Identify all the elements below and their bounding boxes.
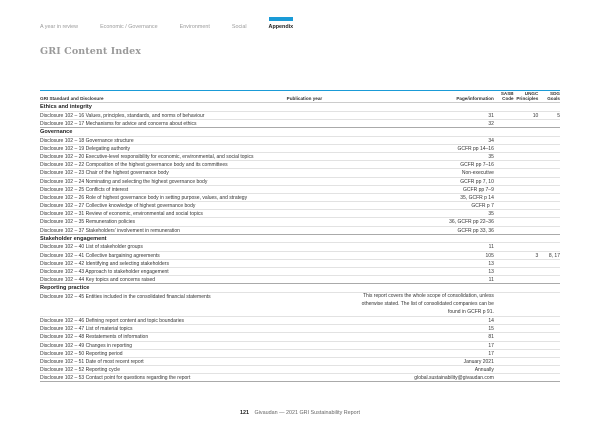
- year-cell: [287, 325, 361, 332]
- ungc-cell: [514, 145, 539, 152]
- page-info-cell: 14: [488, 317, 494, 324]
- sdg-cell: [538, 145, 560, 152]
- page-info-cell: GCFR pp 7–16: [460, 162, 494, 169]
- ungc-cell: [514, 366, 539, 373]
- year-cell: [287, 374, 361, 381]
- page-info-cell: GCFR pp 33, 36: [457, 227, 494, 234]
- disclosure-cell: Disclosure 102 – 49 Changes in reporting: [40, 342, 132, 349]
- sdg-cell: [538, 218, 560, 225]
- ungc-cell: [514, 153, 539, 160]
- sdg-cell: [538, 202, 560, 209]
- nav-tab-economic-governance[interactable]: Economic / Governance: [100, 24, 158, 30]
- page-info-cell: 35: [488, 211, 494, 218]
- table-row: [40, 209, 560, 217]
- table-row: [40, 160, 560, 168]
- ungc-cell: [514, 137, 539, 144]
- table-row: [40, 357, 560, 365]
- sasb-cell: [494, 161, 514, 168]
- sdg-cell: [538, 120, 560, 127]
- year-cell: [287, 120, 361, 127]
- table-row: [40, 267, 560, 275]
- header-ungc-line2: Principles: [516, 96, 539, 101]
- sdg-cell: [538, 227, 560, 234]
- ungc-cell: [514, 350, 539, 357]
- ungc-cell: [514, 218, 539, 225]
- disclosure-cell: Disclosure 102 – 16 Values, principles, standards, and norms of behaviour: [40, 112, 205, 119]
- header-page: Page/information: [456, 96, 494, 101]
- ungc-cell: [514, 210, 539, 217]
- page-info-cell: GCFR pp 7, 10: [460, 178, 494, 185]
- sasb-cell: [494, 218, 514, 225]
- sdg-cell: [538, 317, 560, 324]
- sasb-cell: [494, 194, 514, 201]
- page-info-cell: 15: [488, 326, 494, 333]
- year-cell: [287, 358, 361, 365]
- page-info-cell: 11: [488, 244, 494, 251]
- table-row: [40, 292, 560, 316]
- disclosure-cell: Disclosure 102 – 48 Restatements of information: [40, 334, 149, 341]
- page-number: 121: [240, 410, 249, 416]
- page-info-cell: GCFR pp 7–9: [463, 186, 494, 193]
- ungc-cell: [514, 202, 539, 209]
- page-info-cell: 35: [488, 153, 494, 160]
- year-cell: [287, 243, 361, 250]
- sdg-cell: [538, 350, 560, 357]
- ungc-cell: 3: [535, 252, 539, 259]
- footer-text: Givaudan — 2021 GRI Sustainability Report: [254, 410, 360, 416]
- sasb-cell: [494, 178, 514, 185]
- header-year: Publication year: [286, 96, 323, 101]
- sasb-cell: [494, 374, 514, 381]
- year-cell: [287, 178, 361, 185]
- sdg-cell: [538, 153, 560, 160]
- disclosure-cell: Disclosure 102 – 41 Collective bargaining agreements: [40, 252, 160, 259]
- ungc-cell: [514, 194, 539, 201]
- section-heading: Ethics and integrity: [40, 102, 560, 111]
- disclosure-cell: Disclosure 102 – 40 List of stakeholder groups: [40, 244, 143, 251]
- sdg-cell: [538, 169, 560, 176]
- sasb-cell: [494, 243, 514, 250]
- table-row: [40, 185, 560, 193]
- sasb-cell: [494, 153, 514, 160]
- page-info-cell: 32: [488, 120, 494, 127]
- sasb-cell: [494, 112, 514, 119]
- sdg-cell: 5: [557, 112, 560, 119]
- year-cell: [287, 342, 361, 349]
- page-info-cell: 81: [488, 334, 494, 341]
- sdg-cell: [538, 186, 560, 193]
- disclosure-cell: Disclosure 102 – 35 Remuneration policies: [40, 219, 136, 226]
- table-row: [40, 144, 560, 152]
- disclosure-cell: Disclosure 102 – 44 Key topics and concerns raised: [40, 277, 156, 284]
- page-info-cell: 11: [488, 277, 494, 284]
- nav-tab-a-year-in-review[interactable]: A year in review: [40, 24, 79, 30]
- sdg-cell: [538, 325, 560, 332]
- sdg-cell: [538, 210, 560, 217]
- table-row: [40, 275, 560, 283]
- nav-tab-appendix[interactable]: Appendix: [268, 24, 294, 30]
- ungc-cell: [514, 358, 539, 365]
- page-info-cell: January 2021: [463, 358, 494, 365]
- year-cell: [287, 145, 361, 152]
- sdg-cell: [538, 342, 560, 349]
- disclosure-cell: Disclosure 102 – 23 Chair of the highest governance body: [40, 170, 169, 177]
- table-row: [40, 193, 560, 201]
- sdg-cell: [538, 358, 560, 365]
- ungc-cell: [514, 325, 539, 332]
- page-info-cell: 31: [488, 112, 494, 119]
- sdg-cell: [538, 268, 560, 275]
- ungc-cell: [514, 260, 539, 267]
- sasb-cell: [494, 325, 514, 332]
- sasb-cell: [494, 120, 514, 127]
- table-row: [40, 349, 560, 357]
- table-row: [40, 168, 560, 176]
- ungc-cell: [514, 317, 539, 324]
- year-cell: [287, 350, 361, 357]
- header-sdg: [538, 91, 560, 101]
- ungc-cell: [514, 169, 539, 176]
- year-cell: [287, 186, 361, 193]
- disclosure-cell: Disclosure 102 – 24 Nominating and selecting the highest governance body: [40, 178, 208, 185]
- ungc-cell: [514, 342, 539, 349]
- sasb-cell: [494, 145, 514, 152]
- table-header: [40, 90, 560, 102]
- year-cell: [287, 333, 361, 340]
- ungc-cell: [514, 374, 539, 381]
- page-info-cell: 36, GCFR pp 22–36: [449, 219, 494, 226]
- table-row: [40, 242, 560, 250]
- page-info-cell: 17: [488, 342, 494, 349]
- table-bottom-rule: [40, 381, 560, 382]
- sasb-cell: [494, 293, 514, 316]
- disclosure-cell: Disclosure 102 – 45 Entities included in the consolidated financial statements: [40, 293, 211, 300]
- sdg-cell: [538, 366, 560, 373]
- page-info-cell: Non-executive: [461, 170, 494, 177]
- sdg-cell: [538, 260, 560, 267]
- header-sasb-line2: Code: [502, 96, 514, 101]
- sasb-cell: [494, 137, 514, 144]
- disclosure-cell: Disclosure 102 – 25 Conflicts of interest: [40, 186, 129, 193]
- table-row: [40, 341, 560, 349]
- sasb-cell: [494, 210, 514, 217]
- disclosure-cell: Disclosure 102 – 43 Approach to stakeholder engagement: [40, 268, 169, 275]
- disclosure-cell: Disclosure 102 – 27 Collective knowledge of highest governance body: [40, 203, 196, 210]
- table-row: [40, 316, 560, 324]
- sasb-cell: [494, 202, 514, 209]
- year-cell: [287, 366, 361, 373]
- header-ungc: [514, 91, 539, 101]
- sasb-cell: [494, 252, 514, 259]
- header-ungc-line1: UNGC: [524, 91, 539, 96]
- table-row: [40, 251, 560, 259]
- page-info-cell: 105: [485, 252, 494, 259]
- disclosure-cell: Disclosure 102 – 51 Date of most recent report: [40, 358, 144, 365]
- disclosure-cell: Disclosure 102 – 46 Defining report content and topic boundaries: [40, 317, 184, 324]
- disclosure-cell: Disclosure 102 – 50 Reporting period: [40, 350, 123, 357]
- year-cell: [287, 260, 361, 267]
- section-heading: Stakeholder engagement: [40, 234, 560, 243]
- page-info-cell: 35, GCFR p 14: [460, 194, 494, 201]
- table-row: [40, 226, 560, 234]
- disclosure-cell: Disclosure 102 – 53 Contact point for questions regarding the report: [40, 375, 191, 382]
- sdg-cell: [538, 161, 560, 168]
- page-info-cell: global.sustainability@givaudan.com: [414, 375, 494, 382]
- table-row: [40, 365, 560, 373]
- disclosure-cell: Disclosure 102 – 22 Composition of the highest governance body and its committees: [40, 162, 228, 169]
- sdg-cell: [538, 333, 560, 340]
- table-row: [40, 324, 560, 332]
- table-row: [40, 177, 560, 185]
- sasb-cell: [494, 350, 514, 357]
- table-row: [40, 201, 560, 209]
- sasb-cell: [494, 333, 514, 340]
- nav-tab-social[interactable]: Social: [231, 24, 247, 30]
- year-cell: [287, 227, 361, 234]
- sdg-cell: [538, 243, 560, 250]
- year-cell: [287, 161, 361, 168]
- page-info-cell: 13: [488, 268, 494, 275]
- sdg-cell: 8, 17: [548, 252, 560, 259]
- year-cell: [287, 137, 361, 144]
- disclosure-cell: Disclosure 102 – 26 Role of highest governance body in setting purpose, values, and strategy: [40, 194, 248, 201]
- year-cell: [287, 202, 361, 209]
- disclosure-cell: Disclosure 102 – 18 Governance structure: [40, 137, 134, 144]
- ungc-cell: [514, 120, 539, 127]
- sdg-cell: [538, 276, 560, 283]
- disclosure-cell: Disclosure 102 – 20 Executive-level responsibility for economic, environmental, and social topics: [40, 153, 254, 160]
- page-info-cell: GCFR pp 14–16: [457, 145, 494, 152]
- header-sdg-line1: SDG: [550, 91, 560, 96]
- sasb-cell: [494, 366, 514, 373]
- year-cell: [287, 276, 361, 283]
- sasb-cell: [494, 260, 514, 267]
- ungc-cell: [514, 186, 539, 193]
- header-sasb: [494, 91, 514, 101]
- table-row: [40, 259, 560, 267]
- page-info-cell: 13: [488, 260, 494, 267]
- page-info-cell: 34: [488, 137, 494, 144]
- page-info-cell: GCFR p 7: [471, 203, 494, 210]
- disclosure-cell: Disclosure 102 – 31 Review of economic, environmental and social topics: [40, 211, 203, 218]
- sasb-cell: [494, 317, 514, 324]
- year-cell: [287, 112, 361, 119]
- table-body: [40, 102, 560, 381]
- sasb-cell: [494, 342, 514, 349]
- disclosure-cell: Disclosure 102 – 47 List of material topics: [40, 326, 133, 333]
- disclosure-cell: Disclosure 102 – 37 Stakeholders’ involvement in remuneration: [40, 227, 180, 234]
- ungc-cell: [514, 276, 539, 283]
- ungc-cell: [514, 178, 539, 185]
- year-cell: [287, 268, 361, 275]
- table-row: [40, 332, 560, 340]
- ungc-cell: [514, 268, 539, 275]
- sasb-cell: [494, 268, 514, 275]
- ungc-cell: [514, 227, 539, 234]
- header-standard: GRI Standard and Disclosure: [40, 96, 104, 101]
- page-info-cell: This report covers the whole scope of consolidation, unless otherwise stated. The list of consolidated companies can be found in GCFR p 91.: [361, 293, 494, 315]
- gri-content-index-table: [40, 90, 560, 382]
- header-sasb-line1: SASB: [500, 91, 514, 96]
- table-row: [40, 152, 560, 160]
- header-sdg-line2: Goals: [547, 96, 560, 101]
- page-info-cell: 17: [488, 350, 494, 357]
- sdg-cell: [538, 137, 560, 144]
- sdg-cell: [538, 293, 560, 316]
- ungc-cell: [514, 333, 539, 340]
- section-heading: Reporting practice: [40, 283, 560, 292]
- nav-tab-environment[interactable]: Environment: [179, 24, 210, 30]
- year-cell: [287, 169, 361, 176]
- disclosure-cell: Disclosure 102 – 19 Delegating authority: [40, 145, 131, 152]
- top-navigation: [40, 24, 315, 30]
- year-cell: [287, 210, 361, 217]
- ungc-cell: [514, 161, 539, 168]
- year-cell: [287, 194, 361, 201]
- page-footer: [0, 410, 600, 416]
- year-cell: [287, 293, 361, 316]
- table-row: [40, 136, 560, 144]
- year-cell: [287, 252, 361, 259]
- page-info-cell: Annually: [474, 367, 494, 374]
- sasb-cell: [494, 186, 514, 193]
- table-row: [40, 119, 560, 127]
- ungc-cell: 10: [532, 112, 539, 119]
- sdg-cell: [538, 374, 560, 381]
- disclosure-cell: Disclosure 102 – 17 Mechanisms for advice and concerns about ethics: [40, 120, 197, 127]
- ungc-cell: [514, 243, 539, 250]
- sasb-cell: [494, 227, 514, 234]
- sdg-cell: [538, 178, 560, 185]
- table-row: [40, 111, 560, 119]
- sasb-cell: [494, 358, 514, 365]
- ungc-cell: [514, 293, 539, 316]
- table-row: [40, 373, 560, 381]
- year-cell: [287, 317, 361, 324]
- year-cell: [287, 153, 361, 160]
- sasb-cell: [494, 276, 514, 283]
- section-heading: Governance: [40, 127, 560, 136]
- page-title: GRI Content Index: [40, 46, 141, 57]
- disclosure-cell: Disclosure 102 – 42 Identifying and selecting stakeholders: [40, 260, 169, 267]
- year-cell: [287, 218, 361, 225]
- sdg-cell: [538, 194, 560, 201]
- disclosure-cell: Disclosure 102 – 52 Reporting cycle: [40, 367, 121, 374]
- sasb-cell: [494, 169, 514, 176]
- table-row: [40, 217, 560, 225]
